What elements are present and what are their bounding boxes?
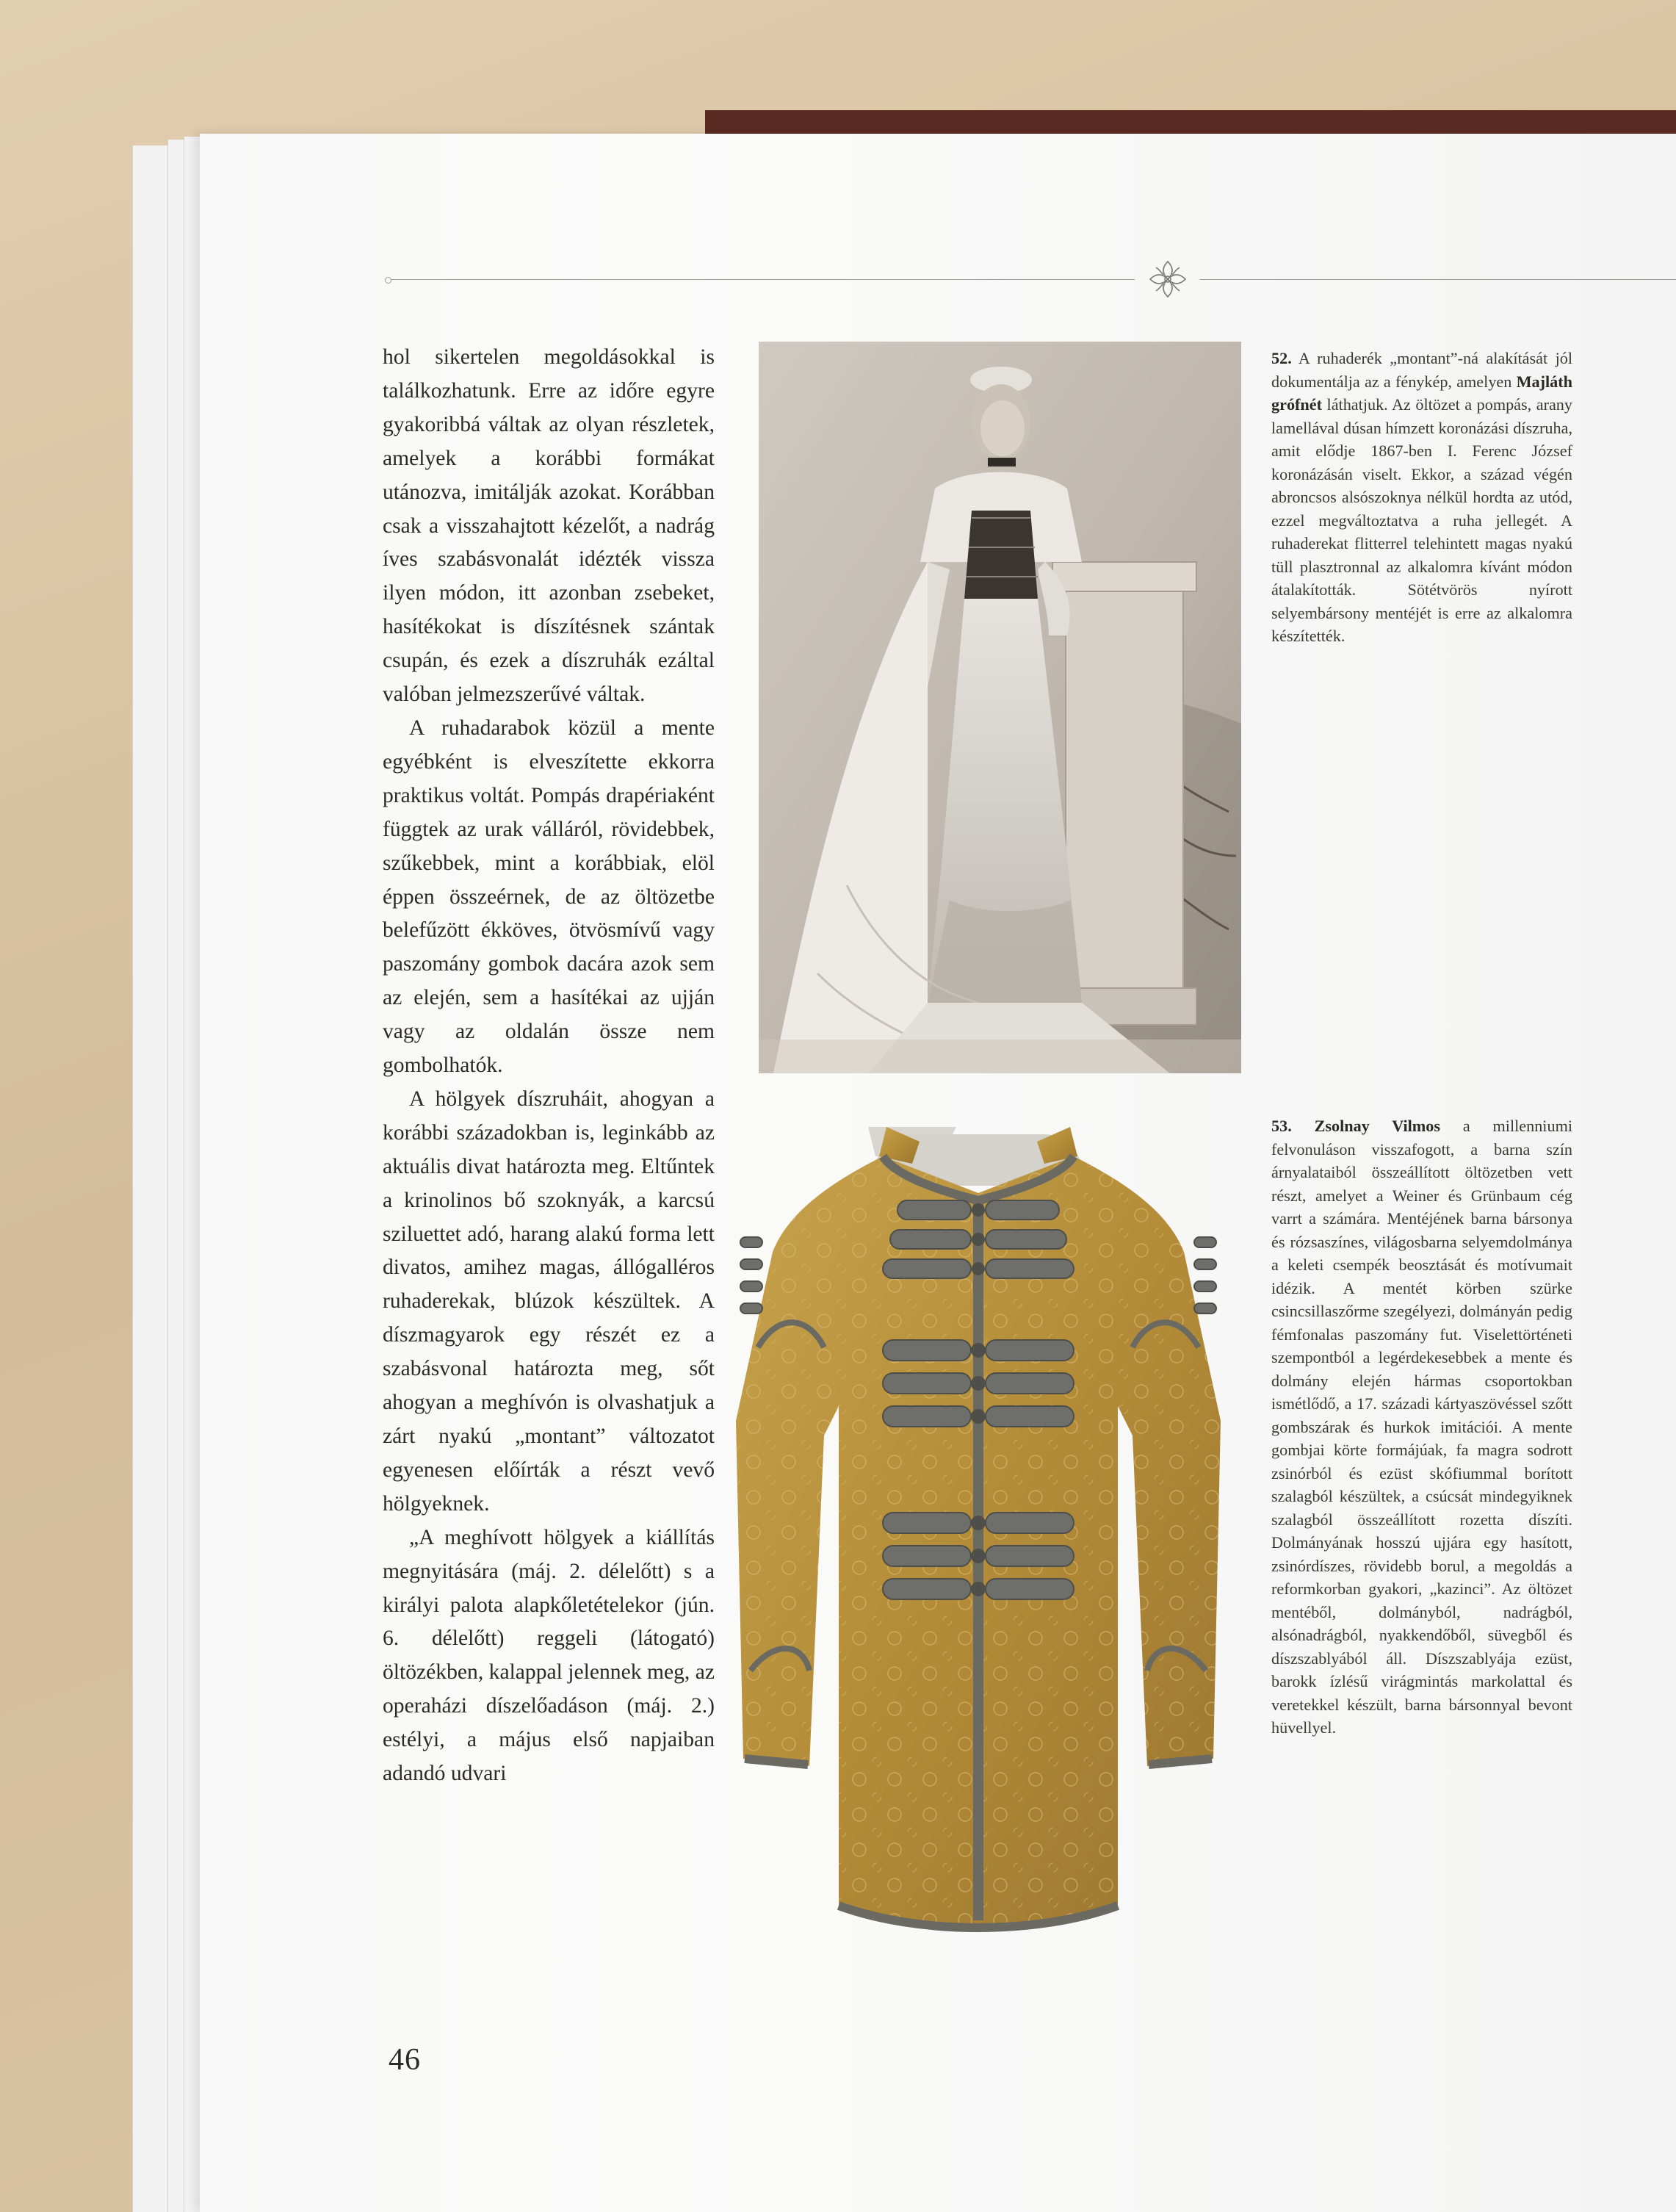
ornamental-header-rule [385, 273, 1676, 287]
caption-subject-name: Zsolnay Vilmos [1314, 1117, 1440, 1135]
figure-caption-53 [1271, 1114, 1572, 1740]
fleuron-ornament-icon [1146, 257, 1190, 301]
caption-number: 52. [1271, 349, 1292, 367]
body-text-column [383, 341, 715, 1791]
figure-caption-52 [1271, 347, 1572, 648]
body-paragraph: A ruhadarabok közül a mente egyébként is elveszítette ekkorra praktikus voltát. Pompás drapériaként függtek az urak válláról, rövidebbek, szűkebbek, mint a korábbiak, elöl éppen összeérnek, de az öltözetbe belefűzött ékköves, ötvösmívű vagy paszomány gombok dacára azok sem az elején, sem a hasítékai az ujján vagy az oldalán össze nem gombolhatók. [383, 716, 715, 1078]
caption-text: láthatjuk. Az öltözet a pompás, arany lamellával dúsan hímzett koronázási díszruha, amit elődje 1867-ben I. Ferenc József koronázásán viselt. Ekkor, a század végén abroncsos alsószoknya nélkül hordta az utód, ezzel megváltoztatva a ruha jellegét. A ruhaderekat flitterrel telehintett magas nyakú tüll plasztronnal az alkalomra kívánt módon átalakították. Sötétvörös nyírott selyembársony mentéjét is erre az alkalomra készítették. [1271, 395, 1572, 645]
book-page [200, 134, 1676, 2212]
caption-text: A ruhaderék „montant”-ná alakítását jól dokumentálja az a fénykép, amelyen [1271, 349, 1572, 391]
caption-text: a millenniumi felvonuláson visszafogott, a barna szín árnyalataiból összeállított öltözetben vett részt, amelyet a Weiner és Grünbaum cég varrt a számára. Mentéjének barna bársonya és rózsaszínes, világosbarna selyemdolmánya a keleti csempék beosztását és motívumait idézik. A mentét körben szürke csincsillaszőrme szegélyezi, dolmányán pedig fémfonalas paszomány fut. Viselettörténeti szempontból a legérdekesebbek a mente és dolmány elején hármas csoportokban ismétlődő, a 17. századi kártyaszövéssel szőtt gombszárak és hurkok imitációi. A mente gombjai körte formájúak, fa magra sodrott zsinórból és ezüst skófiummal borított szalagból készültek, a csúcsát mindegyiknek szalagból összeállított rozetta díszíti. Dolmányának hosszú ujjára egy hasított, zsinórdíszes, rövidebb borul, a megoldás a reformkorban gyakori, „kazinci”. Az öltözet mentéből, dolmányból, nadrágból, alsónadrágból, nyakkendőből, süvegből és díszszablyából áll. Díszszablyája ezüst, barokk ízlésű virágmintás markolattal és veretekkel készült, barna bársonnyal bevont hüvellyel. [1271, 1117, 1572, 1737]
page-number: 46 [389, 2043, 421, 2077]
caption-number: 53. [1271, 1117, 1292, 1135]
jacket-photograph [736, 1127, 1263, 1947]
body-paragraph: hol sikertelen megoldásokkal is találkozhatunk. Erre az időre egyre gyakoribbá váltak az olyan részletek, amelyek a korábbi formákat utánozva, imitálják azokat. Korábban csak a visszahajtott kézelőt, a nadrág íves szabásvonalát idézték vissza ilyen módon, itt azonban zsebeket, hasítékokat is díszítésnek szántak csupán, és ezek a díszruhák ezáltal valóban jelmezszerűvé váltak. [383, 345, 715, 707]
portrait-photograph [759, 342, 1241, 1073]
body-paragraph: „A meghívott hölgyek a kiállítás megnyitására (máj. 2. délelőtt) s a királyi palota alapkőletételekor (jún. 6. délelőtt) reggeli (látogató) öltözékben, kalappal jelennek meg, az operaházi díszelőadáson (máj. 2.) estélyi, a május első napjaiban adandó udvari [383, 1525, 715, 1786]
caption-subject-name: Majláth grófnét [1271, 372, 1573, 414]
body-paragraph: A hölgyek díszruháit, ahogyan a korábbi századokban is, leginkább az aktuális divat határozta meg. Eltűntek a krinolinos bő szoknyák, a karcsú sziluettet adó, harang alakú forma lett divatos, amihez magas, állógalléros ruhaderekak, blúzok készültek. A díszmagyarok egy részét ez a szabásvonal határozta meg, sőt ahogyan a meghívón is olvashatjuk a zárt nyakú „montant” változatot egyenesen előírták a részt vevő hölgyeknek. [383, 1087, 715, 1516]
